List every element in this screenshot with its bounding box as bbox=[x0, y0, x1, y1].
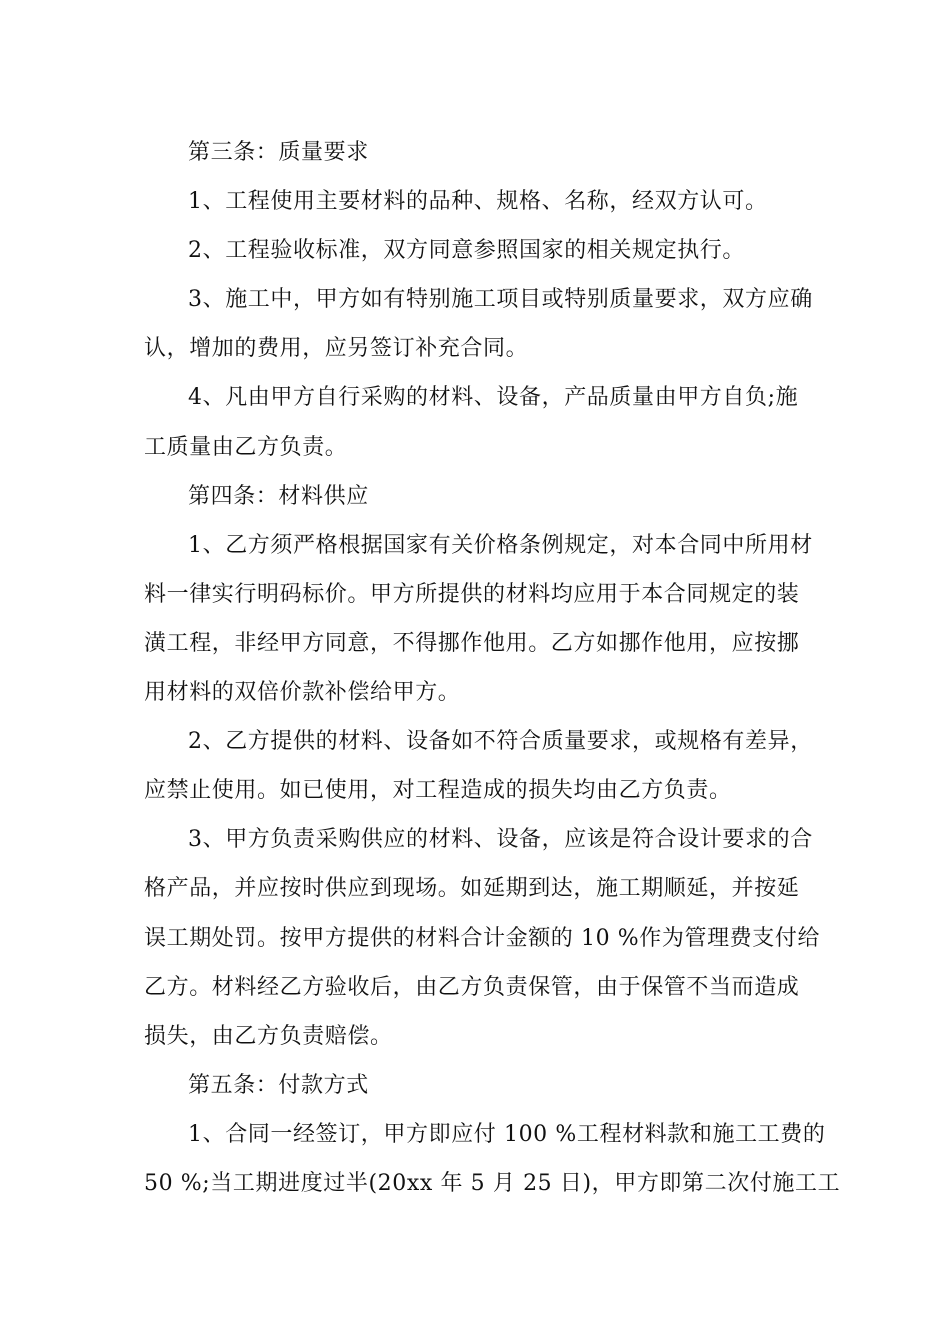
paragraph-line: 认，增加的费用，应另签订补充合同。 bbox=[144, 336, 529, 362]
paragraph-line: 格产品，并应按时供应到现场。如延期到达，施工期顺延，并按延 bbox=[144, 876, 800, 902]
paragraph-line: 损失，由乙方负责赔偿。 bbox=[144, 1023, 393, 1049]
paragraph-line: 工质量由乙方负责。 bbox=[144, 434, 348, 460]
paragraph-line: 误工期处罚。按甲方提供的材料合计金额的 10 %作为管理费支付给 bbox=[144, 925, 821, 951]
paragraph-line: 1、工程使用主要材料的品种、规格、名称，经双方认可。 bbox=[188, 189, 768, 215]
section-heading: 第五条：付款方式 bbox=[188, 1072, 369, 1098]
paragraph-line: 应禁止使用。如已使用，对工程造成的损失均由乙方负责。 bbox=[144, 778, 732, 804]
paragraph-line: 潢工程，非经甲方同意，不得挪作他用。乙方如挪作他用，应按挪 bbox=[144, 630, 800, 656]
paragraph-line: 1、合同一经签订，甲方即应付 100 %工程材料款和施工工费的 bbox=[188, 1121, 826, 1147]
paragraph-line: 料一律实行明码标价。甲方所提供的材料均应用于本合同规定的装 bbox=[144, 581, 800, 607]
paragraph-line: 1、乙方须严格根据国家有关价格条例规定，对本合同中所用材 bbox=[188, 532, 813, 558]
paragraph-line: 4、凡由甲方自行采购的材料、设备，产品质量由甲方自负;施 bbox=[188, 385, 799, 411]
paragraph-line: 50 %;当工期进度过半(20xx 年 5 月 25 日)，甲方即第二次付施工工 bbox=[144, 1170, 841, 1196]
document-page bbox=[144, 128, 841, 1208]
paragraph-line: 用材料的双倍价款补偿给甲方。 bbox=[144, 680, 461, 706]
paragraph-line: 2、工程验收标准，双方同意参照国家的相关规定执行。 bbox=[188, 238, 745, 264]
paragraph-line: 乙方。材料经乙方验收后，由乙方负责保管，由于保管不当而造成 bbox=[144, 974, 800, 1000]
section-heading: 第三条：质量要求 bbox=[188, 140, 369, 165]
section-heading: 第四条：材料供应 bbox=[188, 483, 369, 509]
paragraph-line: 2、乙方提供的材料、设备如不符合质量要求，或规格有差异， bbox=[188, 729, 813, 755]
paragraph-line: 3、甲方负责采购供应的材料、设备，应该是符合设计要求的合 bbox=[188, 827, 813, 853]
paragraph-line: 3、施工中，甲方如有特别施工项目或特别质量要求，双方应确 bbox=[188, 287, 813, 313]
